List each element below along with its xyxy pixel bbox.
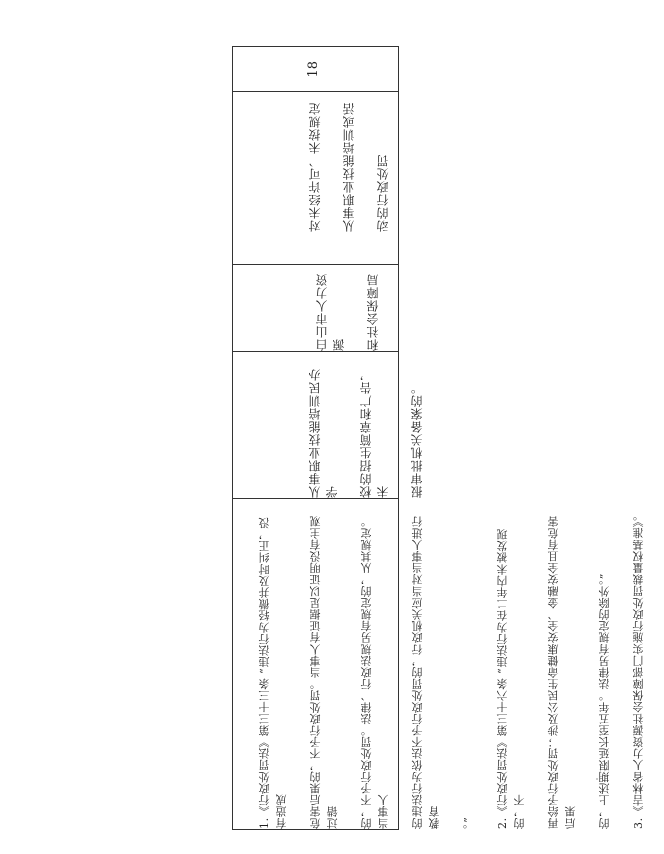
- item-name-line: 从事职业技能培训或活: [342, 102, 356, 232]
- legal-basis-line: 再给予行政处罚；涉及公民生命健康安全、金融安全且有危害后果: [547, 515, 577, 829]
- legal-basis-line: 的，上述期限延长至五年。法律另有规定的除外。”: [598, 573, 611, 829]
- legal-basis-line: 3.《吉林省人力资源社会保障部门实施行政处罚裁量权基准》。: [632, 509, 645, 829]
- penalty-table: [232, 46, 645, 830]
- scan-speck: [596, 778, 598, 780]
- item-name-line: 动的行政处罚: [376, 154, 390, 232]
- violation-cell: [233, 352, 424, 499]
- authority: [297, 271, 399, 351]
- item-name-cell: [233, 92, 398, 265]
- legal-basis-line: 2.《行政处罚法》第三十六条 “违法行为在二年内未被发现的，不: [496, 528, 526, 829]
- legal-basis: [239, 507, 664, 829]
- legal-basis-line: 。”: [462, 816, 475, 829]
- item-name-line: 对未经许可、未按规定: [308, 102, 322, 232]
- violation-line: 从事职业技能培训民办学: [308, 368, 339, 498]
- legal-basis-line: 的，不予行政处罚。法律、行政法规另有规定的，从其规定。当事人: [360, 515, 390, 829]
- legal-basis-line: 的违法行为依法不予行政处罚的，行政机关应当对当事人进行教育: [411, 515, 441, 829]
- page-number-cell: [233, 47, 398, 92]
- legal-basis-line: 1.《行政处罚法》第三十三条 “违法行为轻微并及时纠正，没有造成: [258, 516, 288, 829]
- legal-basis-cell: [233, 499, 645, 829]
- authority-cell: [233, 265, 398, 352]
- authority-line: 白山市人力资源: [315, 273, 346, 351]
- item-name: [290, 102, 409, 232]
- legal-basis-line: 危害后果的，不予行政处罚。当事人有证据足以证明没有主观过错: [309, 515, 339, 829]
- violation-line: 校的招生简章和广告，未: [359, 368, 390, 498]
- page-number: 18: [306, 61, 321, 78]
- violation-line: 报审批机关备案的。: [410, 381, 424, 498]
- violation: [290, 358, 443, 498]
- authority-line: 和社会保障局: [366, 273, 380, 351]
